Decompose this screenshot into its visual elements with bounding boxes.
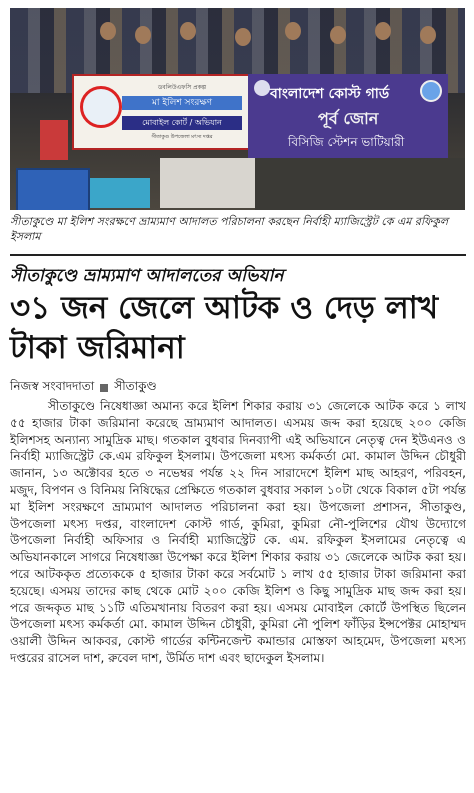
reporter: নিজস্ব সংবাদদাতা	[10, 379, 95, 393]
banner-title: মা ইলিশ সংরক্ষণ	[122, 96, 242, 110]
coast-guard-logo-icon	[420, 80, 442, 102]
no-fishing-icon	[80, 86, 122, 128]
kicker: সীতাকুণ্ডে ভ্রাম্যমাণ আদালতের অভিযান	[10, 266, 284, 286]
person-head	[285, 22, 301, 40]
person-head	[180, 22, 196, 40]
red-bucket	[40, 120, 68, 160]
fish-basket	[90, 178, 150, 208]
banner-station: বিসিজি স্টেশন ভাটিয়ারী	[288, 135, 405, 149]
headline: ৩১ জন জেলে আটক ও দেড় লাখ টাকা জরিমানা	[10, 290, 439, 366]
person-head	[100, 22, 116, 40]
fish-crate	[16, 168, 90, 210]
article-body: সীতাকুণ্ডে নিষেধাজ্ঞা অমান্য করে ইলিশ শিকার করায় ৩১ জেলেকে আটক করে ১ লাখ ৫৫ হাজার টাকা জরিমানা করেছে ভ্রাম্যমাণ আদালত। এসময় জব্দ করা হয়েছে ২০০ কেজি ইলিশসহ অন্যান্য সামুদ্রিক মাছ। গতকাল বুধবার দিনব্যাপী এই অভিযানে নেতৃত্ব দেন ইউএনও ও নির্বাহী ম্যাজিস্ট্রেট কে.এম রফিকুল ইসলাম। উপজেলা মৎস্য কর্মকর্তা মো. কামাল উদ্দিন চৌধুরী জানান, ১৩ অক্টোবর হতে ৩ নভেম্বর পর্যন্ত ২২ দিন সারাদেশে ইলিশ মাছ আহরণ, পরিবহন, মজুদ, বিপণন ও বিনিময় নিষিদ্ধের প্রেক্ষিতে গতকাল বুধবার সকাল ১০টা থেকে বিকাল ৫টা পর্যন্ত মা ইলিশ সংরক্ষণে ভ্রাম্যমাণ আদালত পরিচালনা করা হয়। উপজেলা প্রশাসন, সীতাকুণ্ড, উপজেলা মৎস্য দপ্তর, বাংলাদেশ কোস্ট গার্ড, কুমিরা, কুমিরা নৌ-পুলিশের যৌথ উদ্যোগে উপজেলা নির্বাহী অফিসার ও নির্বাহী ম্যাজিস্ট্রেট কে. এম. রফিকুল ইসলামের নেতৃত্বে এ অভিযানকালে সাগরে নিষেধাজ্ঞা উপেক্ষা করে ইলিশ শিকার করায় ৩১ জেলেকে আটক করা হয়। পরে আটককৃত প্রত্যেককে ৫ হাজার টাকা করে সর্বমোট ১ লাখ ৫৫ হাজার টাকা জরিমানা করা হয়েছে। এসময় তাদের কাছ থেকে মোট ২০০ কেজি ইলিশ ও কিছু সামুদ্রিক মাছ জব্দ করা হয়। পরে জব্দকৃত মাছ ১১টি এতিমখানায় বিতরণ করা হয়। এসময় মোবাইল কোর্টে উপস্থিত ছিলেন উপজেলা মৎস্য কর্মকর্তা মো. কামাল উদ্দিন চৌধুরী, কুমিরা নৌ পুলিশ ফাঁড়ির ইন্সপেক্টর মোহাম্মদ ওয়ালী উদ্দিন আকবর, কোস্ট গার্ডের কন্টিনজেন্ট কমান্ডার মোস্তফা আহমেদ, উপজেলা মৎস্য দপ্তরের রাসেল দাশ, রুবেল দাশ, উর্মিত দাশ এবং ছাদেকুল ইসলাম।	[10, 399, 466, 665]
separator-square-icon	[100, 384, 108, 392]
photo-caption: সীতাকুণ্ডে মা ইলিশ সংরক্ষণে ভ্রাম্যমাণ আদালত পরিচালনা করছেন নির্বাহী ম্যাজিস্ট্রেট কে এম রফিকুল ইসলাম	[10, 215, 449, 243]
news-photo	[10, 8, 465, 210]
divider	[10, 254, 466, 256]
banner-line1: ডবলিউএফসি প্রকল্প	[157, 84, 207, 91]
person-head	[330, 26, 346, 44]
styrofoam-box	[160, 158, 255, 208]
byline	[10, 378, 466, 398]
coast-guard-emblem-icon	[254, 80, 270, 96]
person-head	[375, 22, 391, 40]
banner-subtitle: মোবাইল কোর্ট / অভিযান	[122, 116, 242, 130]
person-head	[235, 28, 251, 46]
person-head	[420, 26, 436, 44]
coast-guard-banner	[248, 74, 448, 160]
person-head	[135, 26, 151, 44]
banner-zone: পূর্ব জোন	[318, 109, 379, 128]
banner-org: বাংলাদেশ কোস্ট গার্ড	[270, 86, 390, 102]
banner-footer: সীতাকুণ্ড উপজেলা মৎস্য দপ্তর	[151, 134, 213, 140]
ground	[255, 158, 465, 210]
campaign-banner	[72, 74, 254, 150]
dateline-location: সীতাকুণ্ড	[114, 379, 157, 393]
